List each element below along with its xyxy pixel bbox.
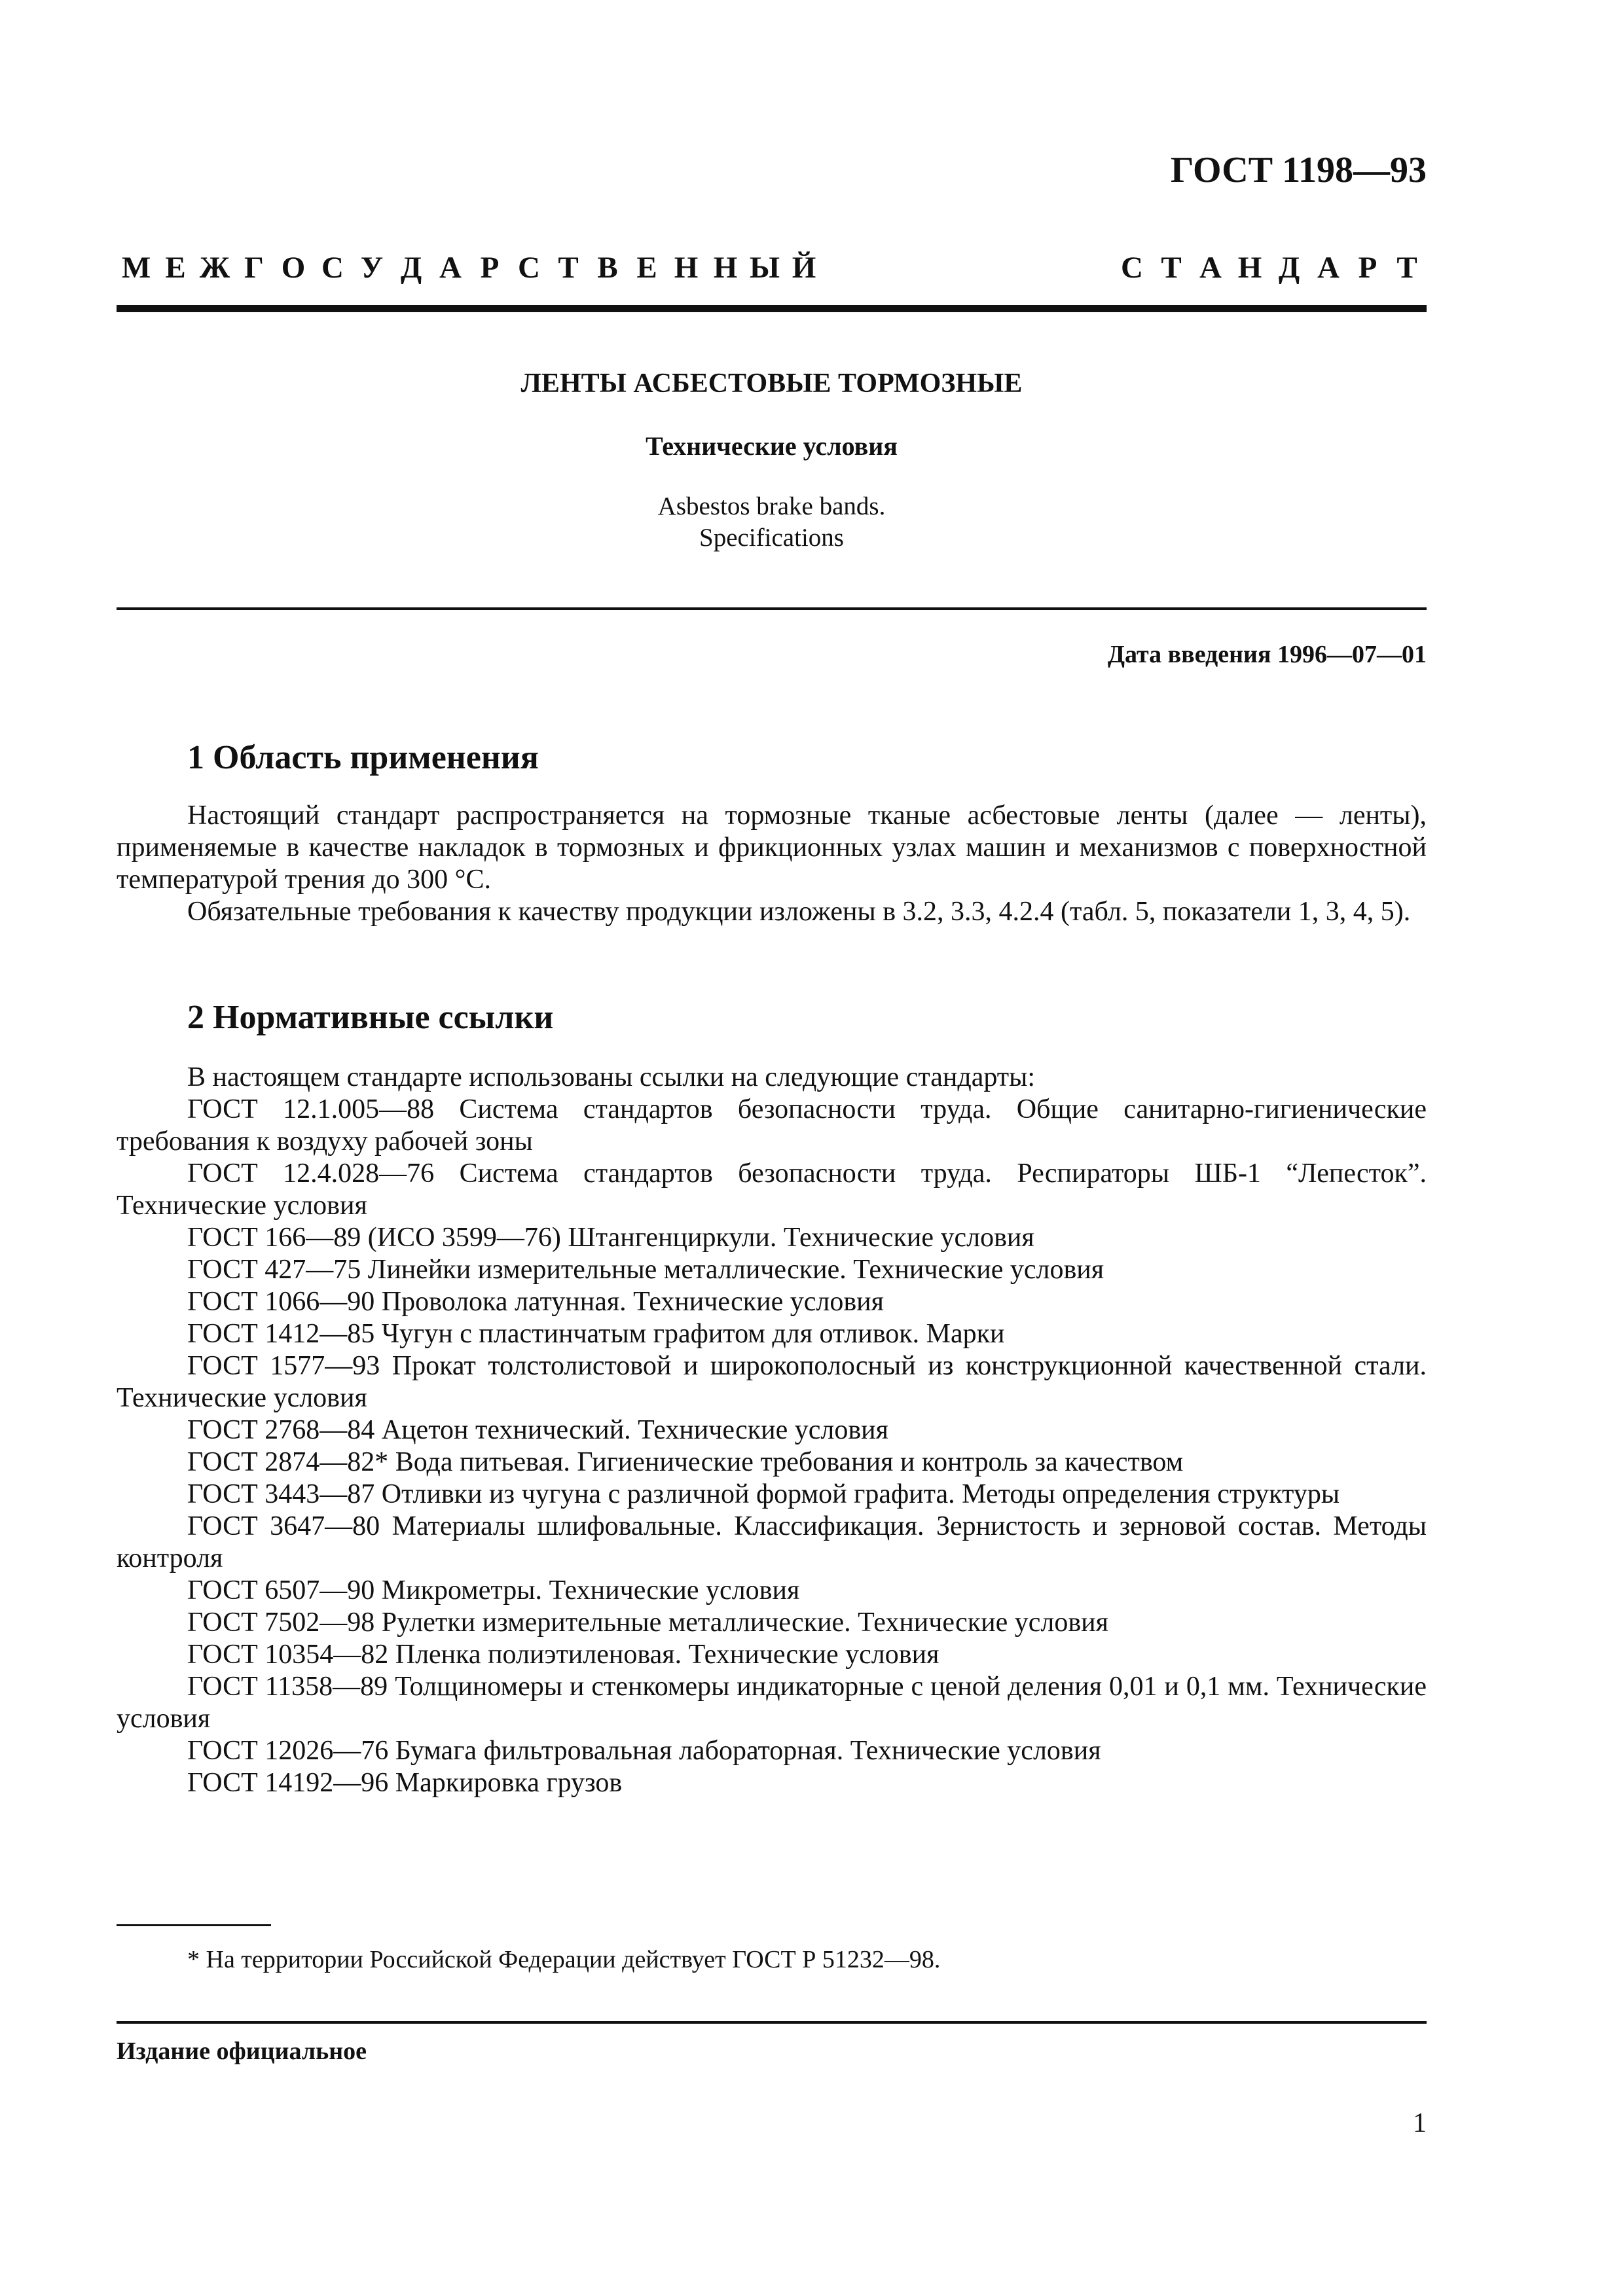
reference-item: ГОСТ 3443—87 Отливки из чугуна с различной формой графита. Методы определения структуры xyxy=(187,1479,1340,1509)
reference-item: ГОСТ 1577—93 Прокат толстолистовой и широкополосный из конструкционной качественной стали. Технические условия xyxy=(117,1351,1427,1413)
interstate-word-1: М Е Ж Г О С У Д А Р С Т В Е Н Н Ы Й xyxy=(121,251,816,285)
section-2-body xyxy=(117,1062,1427,1799)
interstate-standard-heading xyxy=(117,250,1427,285)
document-subtitle: Технические условия xyxy=(646,431,898,461)
footer-divider xyxy=(117,2021,1427,2024)
interstate-word-2: С Т А Н Д А Р Т xyxy=(1121,251,1417,285)
reference-item: ГОСТ 3647—80 Материалы шлифовальные. Классификация. Зернистость и зерновой состав. Методы контроля xyxy=(117,1511,1427,1573)
document-title: ЛЕНТЫ АСБЕСТОВЫЕ ТОРМОЗНЫЕ xyxy=(520,368,1023,399)
reference-item: ГОСТ 14192—96 Маркировка грузов xyxy=(187,1768,623,1798)
english-title-line-2: Specifications xyxy=(699,524,844,552)
page-number: 1 xyxy=(1413,2108,1427,2138)
edition-label: Издание официальное xyxy=(117,2037,367,2065)
reference-item: ГОСТ 12026—76 Бумага фильтровальная лабораторная. Технические условия xyxy=(187,1736,1101,1766)
reference-item: ГОСТ 12.1.005—88 Система стандартов безопасности труда. Общие санитарно-гигиенические требования к воздуху рабочей зоны xyxy=(117,1094,1427,1157)
footnote: * На территории Российской Федерации действует ГОСТ Р 51232—98. xyxy=(187,1946,941,1973)
section-1-body xyxy=(117,800,1427,928)
paragraph: Обязательные требования к качеству продукции изложены в 3.2, 3.3, 4.2.4 (табл. 5, показатели 1, 3, 4, 5). xyxy=(187,897,1411,927)
section-1-heading: 1 Область применения xyxy=(187,739,539,776)
reference-item: ГОСТ 12.4.028—76 Система стандартов безопасности труда. Респираторы ШБ-1 “Лепесток”. Технические условия xyxy=(117,1158,1427,1221)
reference-item: ГОСТ 1412—85 Чугун с пластинчатым графитом для отливок. Марки xyxy=(187,1319,1005,1349)
section-2-heading: 2 Нормативные ссылки xyxy=(187,999,554,1036)
reference-item: ГОСТ 166—89 (ИСО 3599—76) Штангенциркули. Технические условия xyxy=(187,1223,1034,1253)
paragraph: Настоящий стандарт распространяется на тормозные тканые асбестовые ленты (далее — ленты), применяемые в качестве накладок в тормозных и фрикционных узлах машин и механизмов с поверхностной температурой трения до 300 °С. xyxy=(117,800,1427,895)
reference-item: ГОСТ 10354—82 Пленка полиэтиленовая. Технические условия xyxy=(187,1640,939,1670)
reference-item: ГОСТ 2874—82* Вода питьевая. Гигиенические требования и контроль за качеством xyxy=(187,1447,1184,1477)
reference-item: ГОСТ 6507—90 Микрометры. Технические условия xyxy=(187,1575,800,1605)
reference-item: ГОСТ 427—75 Линейки измерительные металлические. Технические условия xyxy=(187,1255,1104,1285)
footnote-divider xyxy=(117,1924,271,1926)
document-number: ГОСТ 1198—93 xyxy=(1170,150,1427,190)
english-title xyxy=(117,491,1427,554)
reference-item: ГОСТ 2768—84 Ацетон технический. Технические условия xyxy=(187,1415,888,1445)
paragraph: В настоящем стандарте использованы ссылки на следующие стандарты: xyxy=(187,1062,1036,1092)
english-title-line-1: Asbestos brake bands. xyxy=(657,492,886,520)
introduction-date: Дата введения 1996—07—01 xyxy=(1107,641,1427,668)
reference-item: ГОСТ 1066—90 Проволока латунная. Технические условия xyxy=(187,1287,884,1317)
reference-item: ГОСТ 7502—98 Рулетки измерительные металлические. Технические условия xyxy=(187,1607,1108,1638)
header-divider-thick xyxy=(117,305,1427,312)
title-divider xyxy=(117,607,1427,610)
reference-item: ГОСТ 11358—89 Толщиномеры и стенкомеры индикаторные с ценой деления 0,01 и 0,1 мм. Технические условия xyxy=(117,1672,1427,1734)
